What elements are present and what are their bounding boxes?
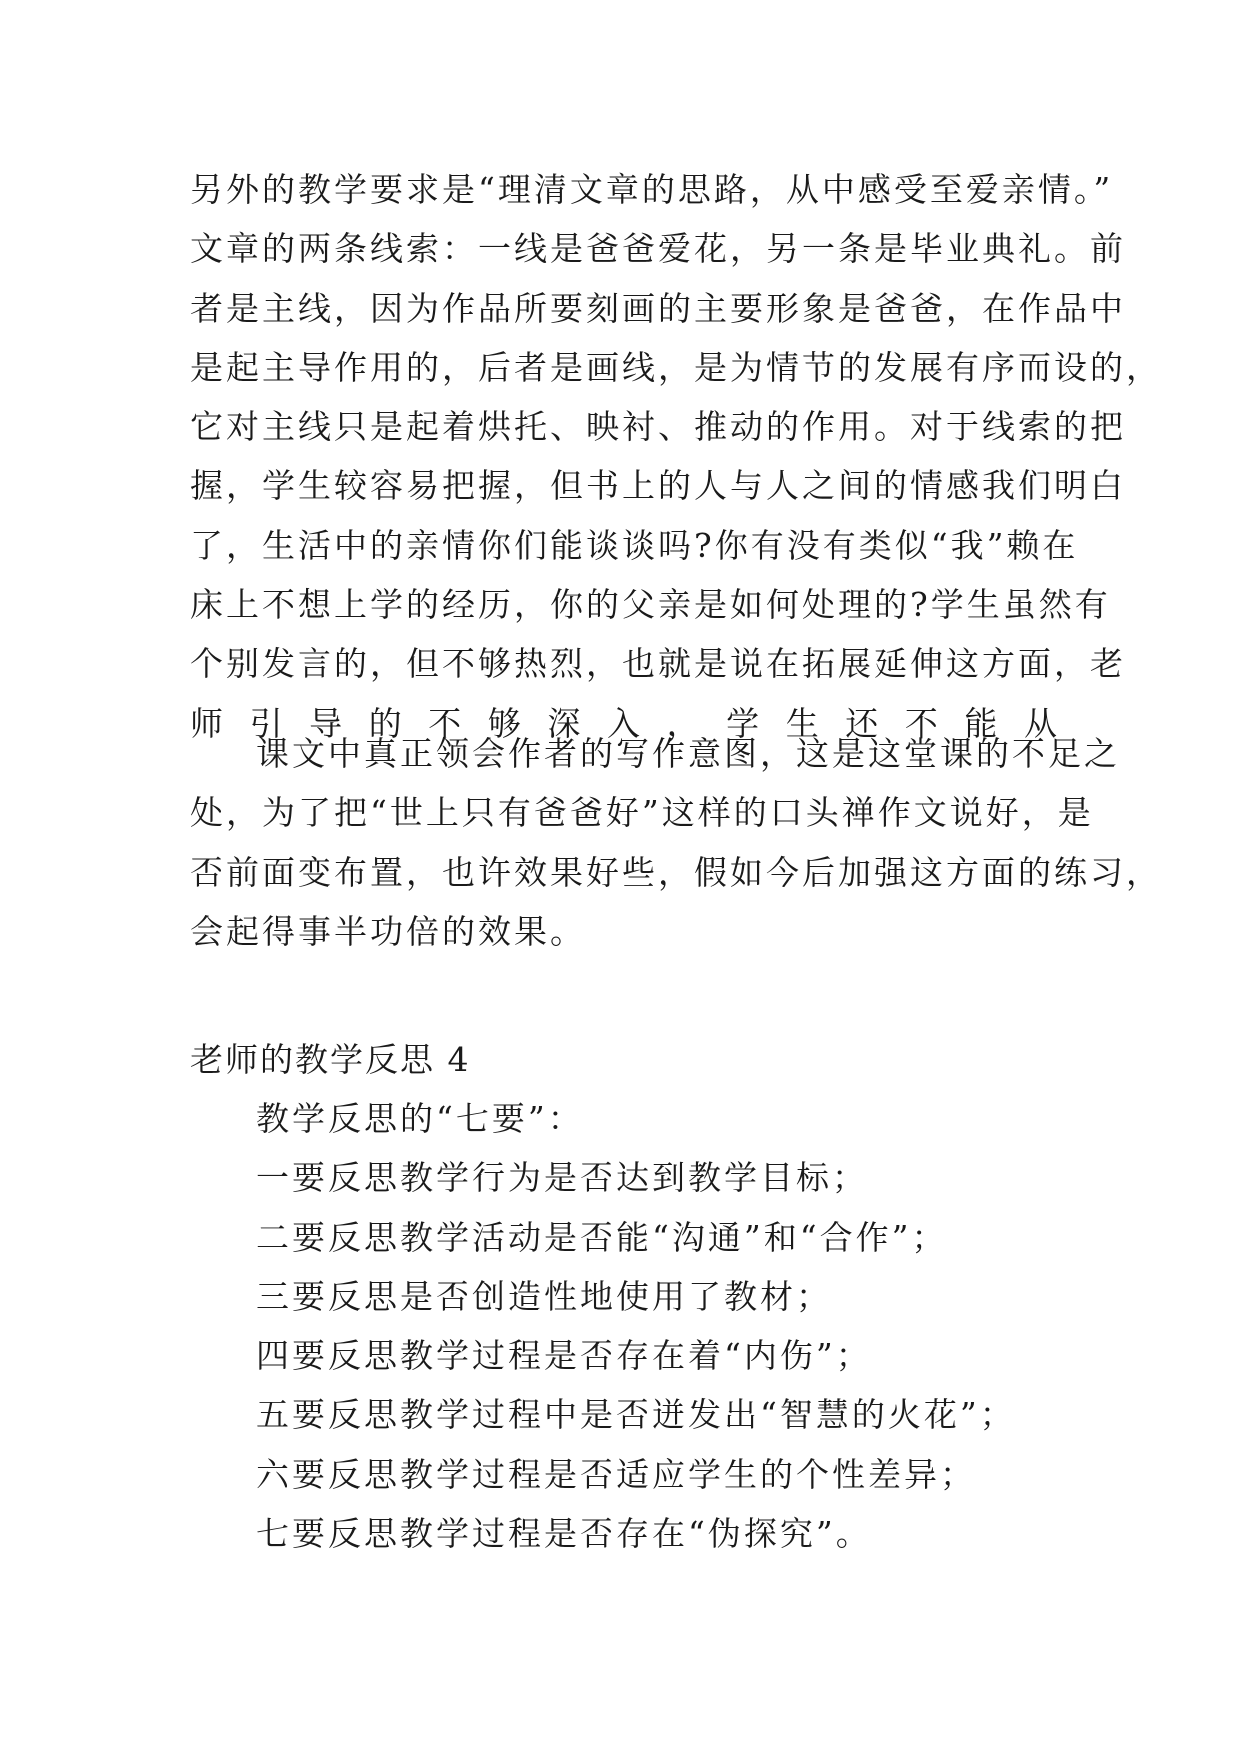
section-heading: 老师的教学反思 4 [190, 1040, 471, 1079]
paragraph-line: 文章的两条线索：一线是爸爸爱花，另一条是毕业典礼。前 [190, 229, 1126, 269]
list-item: 七要反思教学过程是否存在“伪探究”。 [256, 1514, 872, 1554]
list-item: 三要反思是否创造性地使用了教材； [256, 1276, 832, 1316]
reflection-list [256, 1089, 1016, 1563]
list-item: 四要反思教学过程是否存在着“内伤”； [256, 1336, 872, 1376]
paragraph-line: 它对主线只是起着烘托、映衬、推动的作用。对于线索的把 [190, 407, 1126, 447]
paragraph-line: 会起得事半功倍的效果。 [190, 911, 586, 951]
paragraph-line: 个别发言的，但不够热烈，也就是说在拓展延伸这方面，老 [190, 644, 1126, 684]
list-item: 一要反思教学行为是否达到教学目标； [256, 1158, 868, 1198]
paragraph-1 [190, 160, 1162, 753]
paragraph-line: 师引导的不够深入，学生还不能从 [190, 703, 1060, 743]
list-intro: 教学反思的“七要”： [256, 1099, 584, 1138]
paragraph-line: 处，为了把“世上只有爸爸好”这样的口头禅作文说好，是 [190, 793, 1094, 833]
paragraph-line: 另外的教学要求是“理清文章的思路，从中感受至爱亲情。” [190, 170, 1114, 209]
list-item: 二要反思教学活动是否能“沟通”和“合作”； [256, 1217, 948, 1257]
paragraph-2 [190, 724, 1162, 961]
list-item: 六要反思教学过程是否适应学生的个性差异； [256, 1454, 976, 1494]
paragraph-line: 课文中真正领会作者的写作意图，这是这堂课的不足之 [256, 734, 1120, 773]
paragraph-line: 者是主线，因为作品所要刻画的主要形象是爸爸，在作品中 [190, 288, 1126, 328]
paragraph-line: 了，生活中的亲情你们能谈谈吗?你有没有类似“我”赖在 [190, 525, 1079, 565]
list-item: 五要反思教学过程中是否迸发出“智慧的火花”； [256, 1395, 1016, 1435]
paragraph-line: 否前面变布置，也许效果好些，假如今后加强这方面的练习， [190, 852, 1162, 892]
paragraph-line: 握，学生较容易把握，但书上的人与人之间的情感我们明白 [190, 466, 1126, 506]
paragraph-line: 床上不想上学的经历，你的父亲是如何处理的?学生虽然有 [190, 585, 1111, 625]
paragraph-line: 是起主导作用的，后者是画线，是为情节的发展有序而设的， [190, 347, 1162, 387]
